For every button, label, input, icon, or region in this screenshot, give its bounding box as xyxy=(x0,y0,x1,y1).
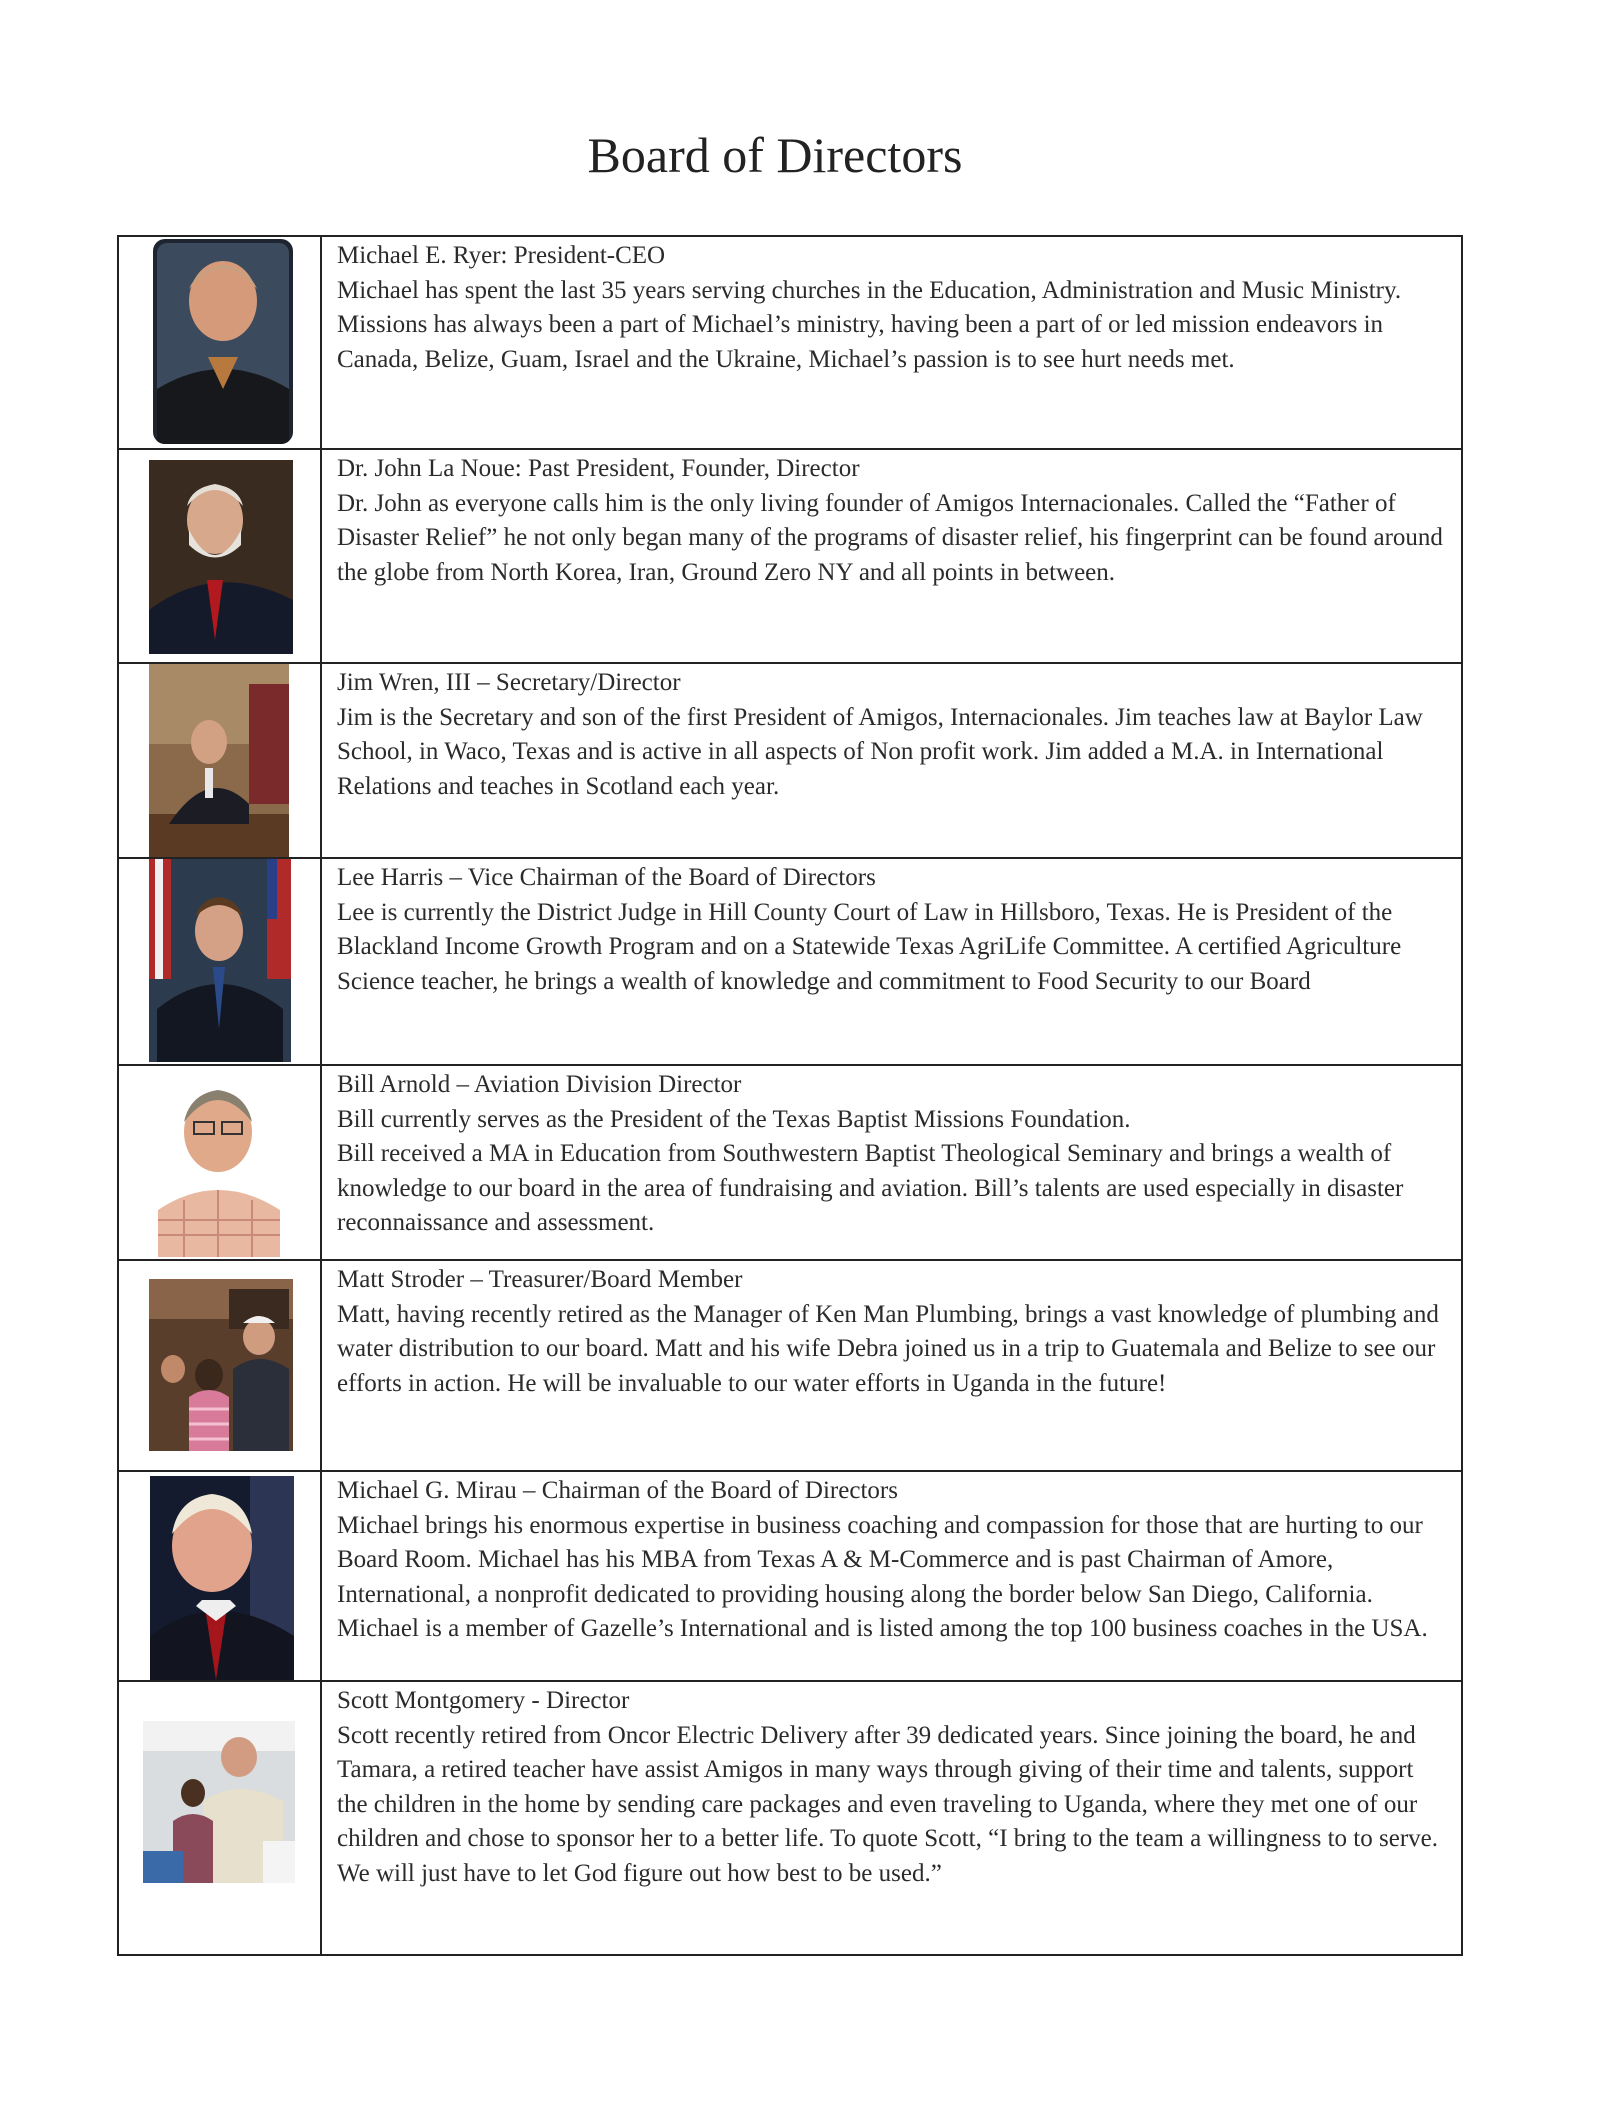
table-row xyxy=(119,859,1461,1066)
member-heading: Michael G. Mirau – Chairman of the Board of Directors xyxy=(337,1477,898,1504)
portrait-photo xyxy=(149,460,293,654)
member-heading: Michael E. Ryer: President-CEO xyxy=(337,242,666,269)
member-bio: Michael has spent the last 35 years serving churches in the Education, Administration and Music Ministry. Missions has always been a part of Michael’s ministry, having been a part of or led mission endeavors in Canada, Belize, Guam, Israel and the Ukraine, Michael’s passion is to see hurt needs met. xyxy=(337,276,1402,373)
member-bio: Dr. John as everyone calls him is the only living founder of Amigos Internacionales. Called the “Father of Disaster Relief” he not only began many of the programs of disaster relief, his fingerprint can be found around the globe from North Korea, Iran, Ground Zero NY and all points in between. xyxy=(337,489,1443,586)
portrait-photo xyxy=(149,859,291,1062)
table-row xyxy=(119,1682,1461,1958)
portrait-photo xyxy=(149,664,289,857)
member-heading: Dr. John La Noue: Past President, Founder, Director xyxy=(337,455,860,482)
member-heading: Jim Wren, III – Secretary/Director xyxy=(337,669,681,696)
page-title: Board of Directors xyxy=(587,127,963,183)
portrait-photo xyxy=(150,1476,294,1680)
member-bio-continued: Bill received a MA in Education from Southwestern Baptist Theological Seminary and brings a wealth of knowledge to our board in the area of fundraising and aviation. Bill’s talents are used especially in disaster reconnaissance and assessment. xyxy=(337,1140,1404,1236)
member-heading: Scott Montgomery - Director xyxy=(337,1687,630,1714)
board-table xyxy=(117,235,1463,1956)
group-photo xyxy=(149,1279,293,1451)
member-bio: Scott recently retired from Oncor Electric Delivery after 39 dedicated years. Since joining the board, he and Tamara, a retired teacher have assist Amigos in many ways through giving of their time and talents, support the children in the home by sending care packages and even traveling to Uganda, where they met one of our children and chose to sponsor her to a better life. To quote Scott, “I bring to the team a willingness to to serve. We will just have to let God figure out how best to be used.” xyxy=(337,1721,1438,1887)
member-bio: Michael brings his enormous expertise in business coaching and compassion for those that are hurting to our Board Room. Michael has his MBA from Texas A & M-Commerce and is past Chairman of Amore, International, a nonprofit dedicated to providing housing along the border below San Diego, California. Michael is a member of Gazelle’s International and is listed among the top 100 business coaches in the USA. xyxy=(337,1511,1428,1642)
portrait-photo xyxy=(153,239,293,444)
event-photo xyxy=(143,1721,295,1883)
table-row xyxy=(119,664,1461,859)
member-heading: Lee Harris – Vice Chairman of the Board of Directors xyxy=(337,864,876,891)
member-heading: Matt Stroder – Treasurer/Board Member xyxy=(337,1266,743,1293)
member-bio: Lee is currently the District Judge in Hill County Court of Law in Hillsboro, Texas. He is President of the Blackland Income Growth Program and on a Statewide Texas AgriLife Committee. A certified Agriculture Science teacher, he brings a wealth of knowledge and commitment to Food Security to our Board xyxy=(337,898,1402,995)
table-row xyxy=(119,1261,1461,1472)
table-row xyxy=(119,450,1461,664)
member-heading: Bill Arnold – Aviation Division Director xyxy=(337,1071,742,1098)
table-row xyxy=(119,237,1461,450)
member-bio: Matt, having recently retired as the Manager of Ken Man Plumbing, brings a vast knowledge of plumbing and water distribution to our board. Matt and his wife Debra joined us in a trip to Guatemala and Belize to see our efforts in action. He will be invaluable to our water efforts in Uganda in the future! xyxy=(337,1300,1439,1397)
portrait-photo xyxy=(154,1070,284,1257)
table-row xyxy=(119,1066,1461,1261)
member-bio: Bill currently serves as the President of the Texas Baptist Missions Foundation. xyxy=(337,1105,1131,1133)
member-bio: Jim is the Secretary and son of the first President of Amigos, Internacionales. Jim teaches law at Baylor Law School, in Waco, Texas and is active in all aspects of Non profit work. Jim added a M.A. in International Relations and teaches in Scotland each year. xyxy=(337,703,1423,800)
table-row xyxy=(119,1472,1461,1682)
